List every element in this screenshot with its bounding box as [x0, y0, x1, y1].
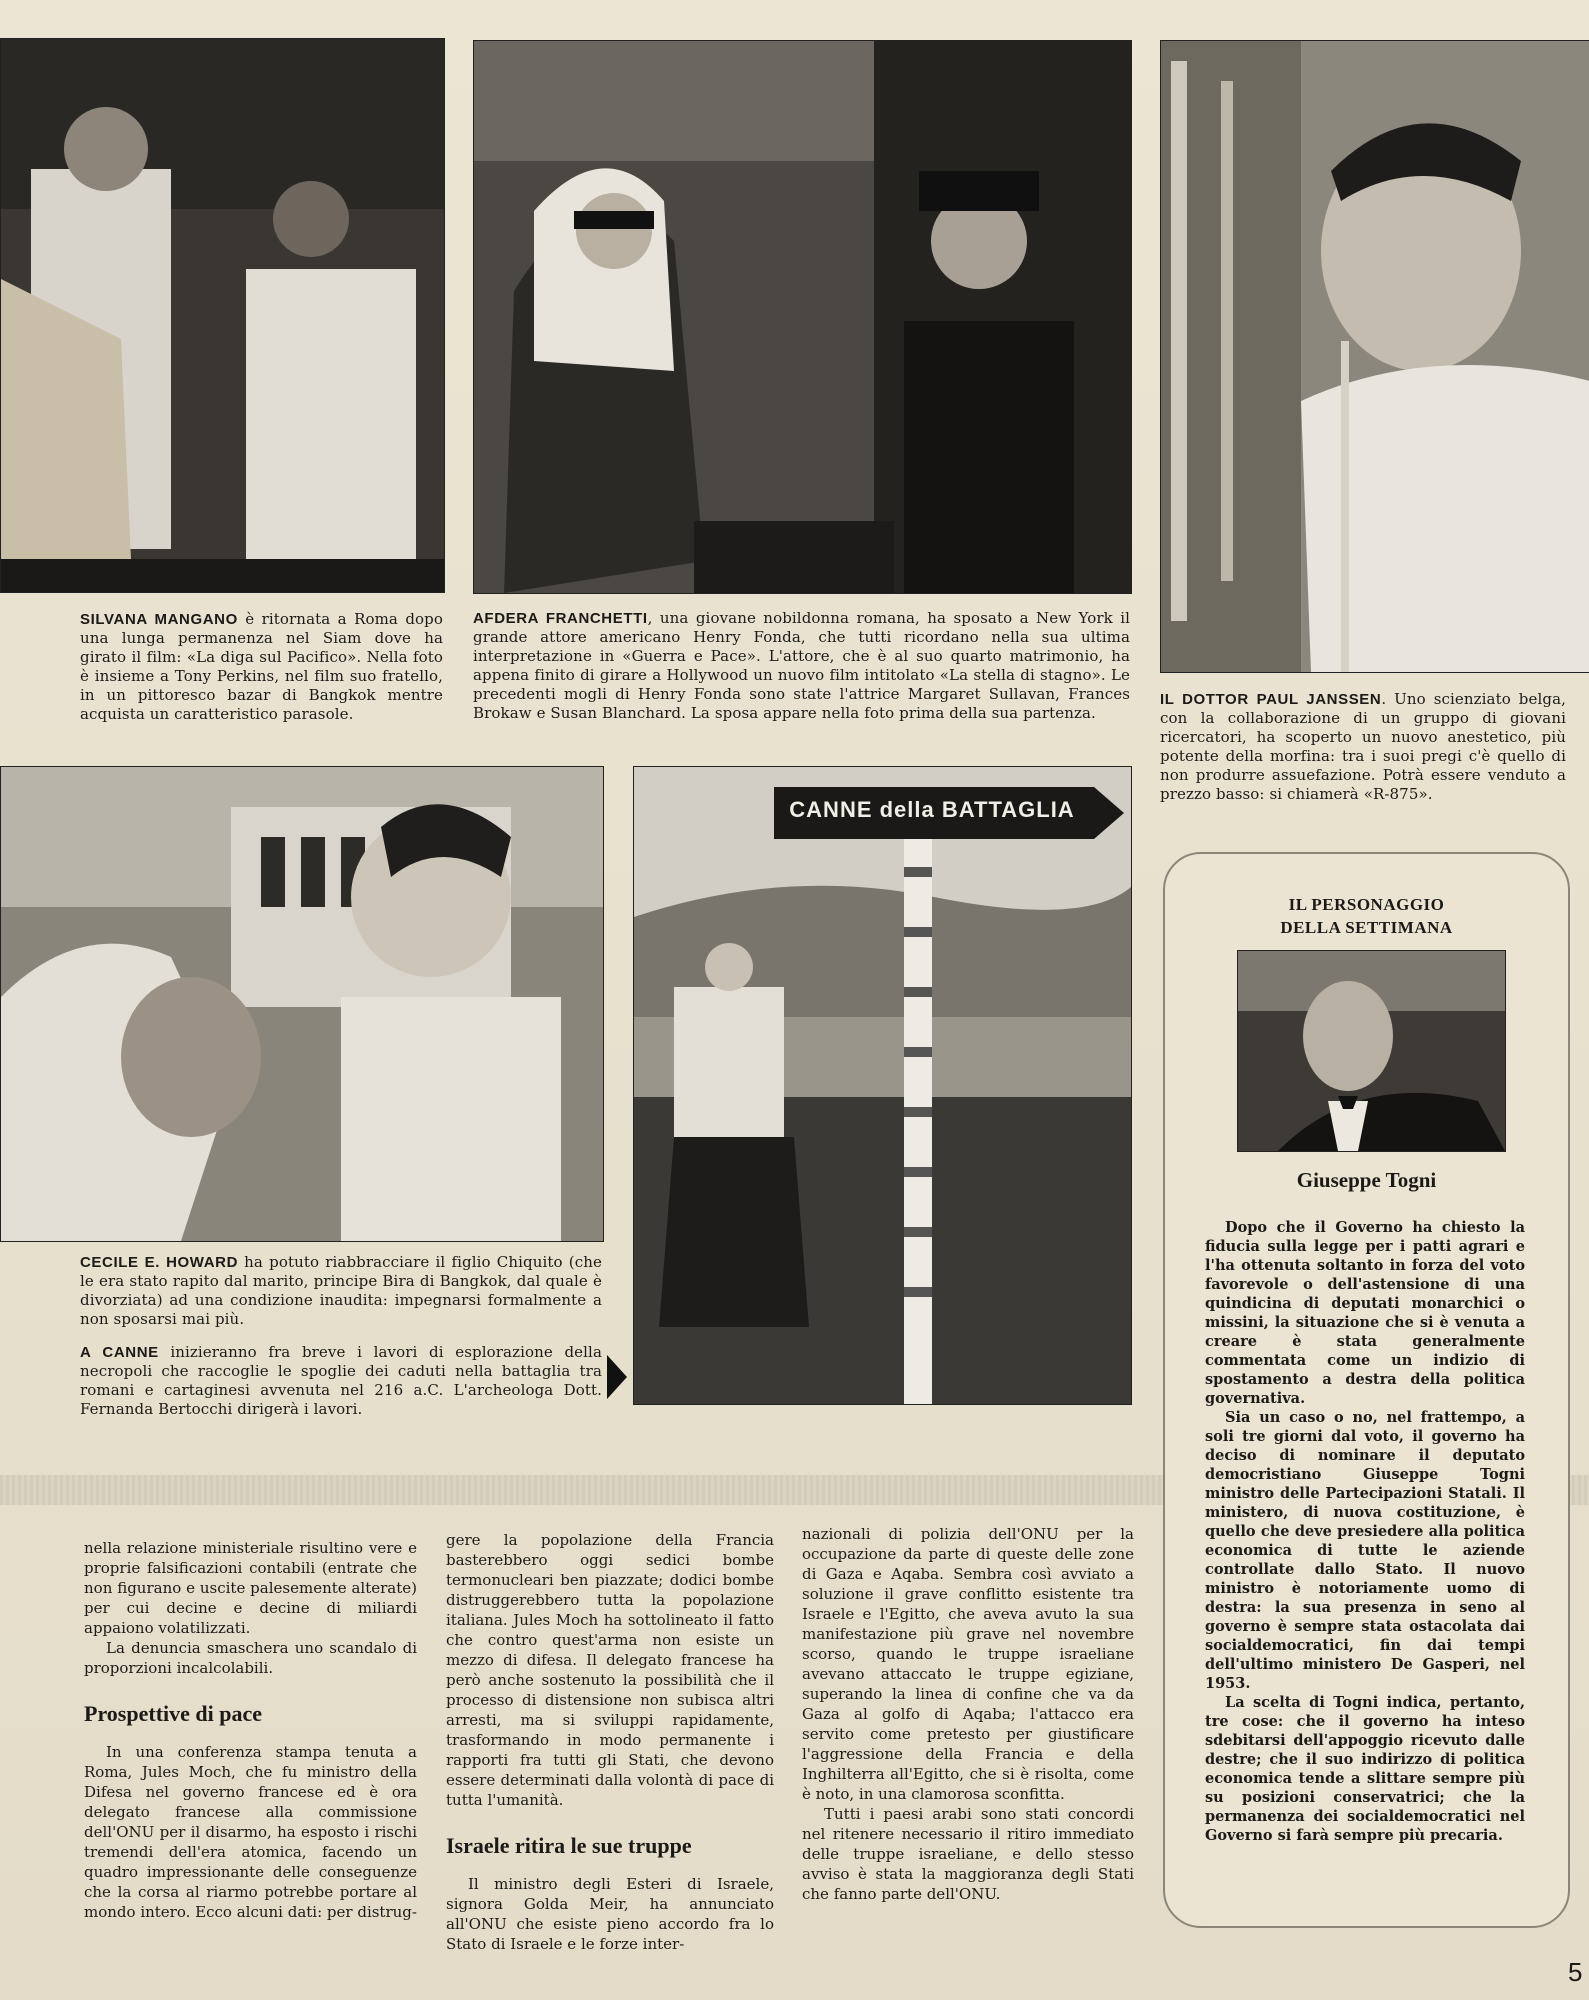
box-title-line2: DELLA SETTIMANA: [1280, 918, 1453, 937]
caption-canne: A CANNE inizieranno fra breve i lavori di esplorazione della necropoli che raccoglie le spoglie dei caduti nella battaglia tra romani e cartaginesi avvenuta nel 216 a.C. L'archeologa Dott. Fernanda Bertocchi dirigerà i lavori.: [80, 1343, 602, 1418]
page-number: 5: [1568, 1957, 1583, 1987]
article-paragraph: In una conferenza stampa tenuta a Roma, Jules Moch, che fu ministro della Difesa nel governo francese ed è ora delegato francese alla commissione dell'ONU per il disarmo, ha esposto i rischi tremendi dell'era atomica, facendo un quadro impressionante delle conseguenze che la corsa al riarmo potrebbe portare al mondo intero. Ecco alcuni dati: per distrug-: [84, 1743, 417, 1921]
article-paragraph: gere la popolazione della Francia basterebbero oggi sedici bombe termonucleari ben piazzate; dodici bombe distruggerebbero tutta la popolazione italiana. Jules Moch ha sottolineato il fatto che contro quest'arma non esiste un mezzo di difesa. Il delegato francese ha però anche sostenuto la possibilità che il processo di distensione non subisca altri arresti, ma si sviluppi rapidamente, trasformando in modo permanente i rapporti fra tutti gli Stati, che devono essere determinati dalla volontà di pace di tutta l'umanità.: [446, 1531, 774, 1809]
article-paragraph: Tutti i paesi arabi sono stati concordi nel ritenere necessario il ritiro immediato delle truppe israeliane, e dello stesso avviso è stata la maggioranza degli Stati che fanno parte dell'ONU.: [802, 1805, 1134, 1903]
article-paragraph: La denuncia smaschera uno scandalo di proporzioni incalcolabili.: [84, 1639, 417, 1677]
caption-janssen: IL DOTTOR PAUL JANSSEN. Uno scienziato belga, con la collaborazione di un gruppo di giovani ricercatori, ha scoperto un nuovo anestetico, più potente della morfina: tra i suoi pregi c'è quello di non produrre assuefazione. Potrà essere venduto a prezzo basso: si chiamerà «R-875».: [1160, 690, 1566, 803]
box-paragraph: Sia un caso o no, nel frattempo, a soli tre giorni dal voto, il governo ha deciso di nominare il deputato democristiano Giuseppe Togni ministro delle Partecipazioni Statali. Il ministero, di nuova costituzione, è quello che deve presiedere alla politica economica di tutte le aziende controllate dallo Stato. Il nuovo ministro è notoriamente uomo di destra: la sua presenza in seno al governo è sempre stata ostacolata dai socialdemocratici, fin dai tempi dell'ultimo ministero De Gasperi, nel 1953.: [1205, 1409, 1525, 1692]
photo-janssen: [1160, 40, 1589, 673]
photo-mangano-perkins: [0, 38, 445, 593]
section-heading-israele: Israele ritira le sue truppe: [446, 1833, 692, 1858]
caption-howard: CECILE E. HOWARD ha potuto riabbracciare il figlio Chiquito (che le era stato rapito dal marito, principe Bira di Bangkok, dal quale è divorziata) ad una condizione inaudita: impegnarsi formalmente a non sposarsi mai più.: [80, 1253, 602, 1328]
pointer-arrow-icon: [607, 1355, 627, 1399]
photo-franchetti: [473, 40, 1132, 594]
article-paragraph: nella relazione ministeriale risultino vere e proprie falsificazioni contabili (entrate che non figurano e uscite palesemente alterate) per cui decine e decine di miliardi appaiono volatilizzati.: [84, 1539, 417, 1637]
photo-howard: [0, 766, 604, 1242]
box-title-line1: IL PERSONAGGIO: [1288, 895, 1445, 914]
photo-canne: [633, 766, 1132, 1405]
photo-togni: [1237, 950, 1506, 1152]
article-column-1: [84, 1538, 417, 1922]
section-heading-pace: Prospettive di pace: [84, 1701, 263, 1726]
box-paragraph: Dopo che il Governo ha chiesto la fiducia sulla legge per i patti agrari e l'ha ottenuta soltanto in forza del voto favorevole o dell'astensione di una quindicina di deputati monarchici o missini, la situazione che si è venuta a creare è stata generalmente commentata come un indizio di spostamento a destra della politica governativa.: [1205, 1219, 1525, 1407]
caption-mangano: SILVANA MANGANO è ritornata a Roma dopo una lunga permanenza nel Siam dove ha girato il film: «La diga sul Pacifico». Nella foto è insieme a Tony Perkins, nel film suo fratello, in un pittoresco bazar di Bangkok mentre acquista un caratteristico parasole.: [80, 610, 443, 723]
personaggio-box: [1163, 852, 1570, 1928]
person-name: Giuseppe Togni: [1296, 1168, 1437, 1192]
article-column-3: [802, 1524, 1134, 1904]
article-column-2: [446, 1530, 774, 1954]
article-paragraph: nazionali di polizia dell'ONU per la occupazione da parte di queste delle zone di Gaza e Aqaba. Sembra così avviato a soluzione il grave conflitto esistente tra Israele e l'Egitto, che aveva avuto la sua manifestazione più grave nel novembre scorso, quando le truppe israeliane avevano attaccato le truppe egiziane, superando la linea di confine che va da Gaza al golfo di Aqaba; l'attacco era servito come pretesto per giustificare l'aggressione della Francia e della Inghilterra all'Egitto, che si è risolta, come è noto, in una clamorosa sconfitta.: [802, 1525, 1134, 1803]
box-text: [1205, 1218, 1525, 1845]
road-sign: CANNE della BATTAGLIA: [789, 797, 1075, 822]
caption-franchetti: AFDERA FRANCHETTI, una giovane nobildonna romana, ha sposato a New York il grande attore americano Henry Fonda, che tutti ricordano nella sua ultima interpretazione in «Guerra e Pace». L'attore, che è al suo quarto matrimonio, ha appena finito di girare a Hollywood un nuovo film intitolato «La stella di stagno». Le precedenti mogli di Henry Fonda sono state l'attrice Margaret Sullavan, Frances Brokaw e Susan Blanchard. La sposa appare nella foto prima della sua partenza.: [473, 609, 1130, 722]
box-paragraph: La scelta di Togni indica, pertanto, tre cose: che il governo ha inteso sdebitarsi dell'appoggio ricevuto dalle destre; che il suo indirizzo di politica economica tende a slittare sempre più su posizioni conservatrici; che la permanenza dei socialdemocratici nel Governo si farà sempre più precaria.: [1205, 1694, 1525, 1844]
article-paragraph: Il ministro degli Esteri di Israele, signora Golda Meir, ha annunciato all'ONU che esiste pieno accordo fra lo Stato di Israele e le forze inter-: [446, 1875, 774, 1953]
